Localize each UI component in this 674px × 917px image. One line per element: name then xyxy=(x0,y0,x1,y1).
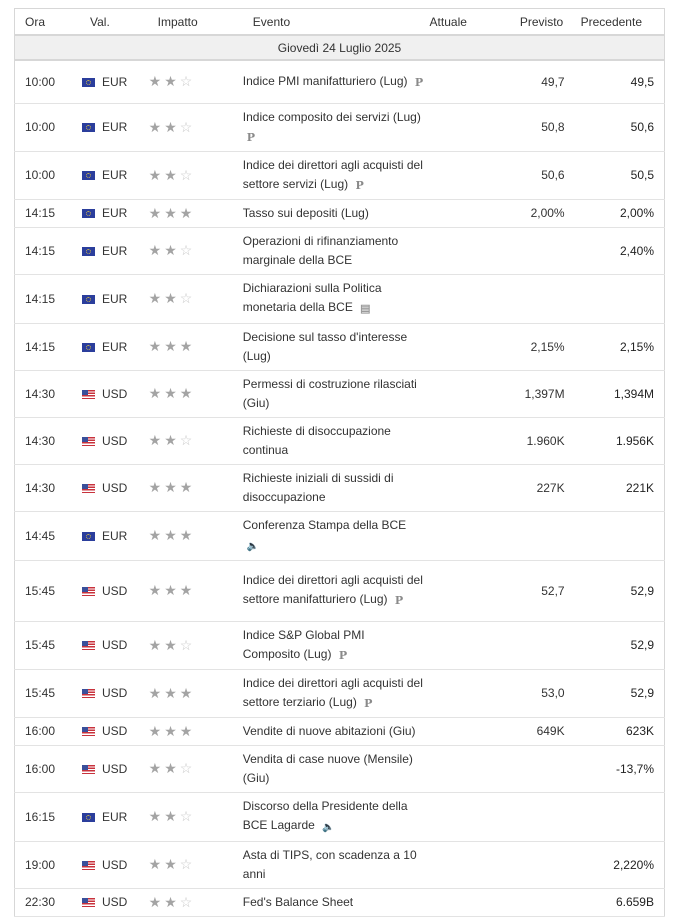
star-filled-icon: ★ xyxy=(164,684,180,701)
currency-code: USD xyxy=(102,761,128,776)
currency-cell xyxy=(80,370,148,417)
impact-stars xyxy=(148,103,243,151)
forecast-value: 649K xyxy=(499,717,575,745)
event-cell xyxy=(243,560,425,621)
event-name[interactable]: Richieste di disoccupazione continua xyxy=(242,423,391,457)
currency-code: EUR xyxy=(102,206,128,220)
currency-code: USD xyxy=(102,433,128,448)
forecast-value xyxy=(499,841,575,888)
event-name[interactable]: Indice dei direttori agli acquisti del settore servizi (Lug) xyxy=(242,157,423,191)
actual-value xyxy=(425,717,499,745)
star-filled-icon: ★ xyxy=(148,338,165,354)
currency-cell xyxy=(80,151,148,199)
currency-code: USD xyxy=(102,386,128,401)
event-cell xyxy=(243,621,425,669)
star-filled-icon: ★ xyxy=(164,527,180,543)
currency-cell xyxy=(80,274,148,323)
impact-stars xyxy=(148,888,243,916)
star-filled-icon: ★ xyxy=(148,290,165,306)
forecast-value: 2,00% xyxy=(499,199,575,227)
star-empty-icon: ☆ xyxy=(179,432,196,448)
actual-value xyxy=(425,464,499,511)
event-time: 14:30 xyxy=(15,417,81,464)
star-filled-icon: ★ xyxy=(148,479,165,495)
previous-value: 1.956K xyxy=(575,417,665,464)
event-cell xyxy=(243,417,425,464)
star-empty-icon: ☆ xyxy=(179,893,196,910)
us-flag-icon xyxy=(82,587,95,596)
star-filled-icon: ★ xyxy=(148,204,165,221)
currency-cell xyxy=(80,417,148,464)
previous-value xyxy=(575,792,665,841)
currency-cell xyxy=(80,621,148,669)
event-time: 14:30 xyxy=(15,370,81,417)
table-row[interactable] xyxy=(15,560,665,621)
eu-flag-icon xyxy=(82,123,95,132)
header-evento: Evento xyxy=(243,9,425,36)
actual-value xyxy=(425,560,499,621)
us-flag-icon xyxy=(82,765,95,774)
actual-value xyxy=(425,199,499,227)
impact-stars xyxy=(148,792,243,841)
currency-code: EUR xyxy=(102,243,128,258)
forecast-value: 50,8 xyxy=(499,103,575,151)
forecast-value xyxy=(499,621,575,669)
star-empty-icon: ☆ xyxy=(179,242,196,258)
previous-value: -13,7% xyxy=(575,745,665,792)
actual-value xyxy=(425,60,499,103)
header-precedente: Precedente xyxy=(575,9,665,36)
header-previsto: Previsto xyxy=(499,9,575,36)
currency-cell xyxy=(80,464,148,511)
forecast-value: 2,15% xyxy=(499,323,575,370)
event-name[interactable]: Indice S&P Global PMI Composito (Lug) xyxy=(242,627,365,661)
speaker-icon: 🔈 xyxy=(322,821,335,833)
star-filled-icon: ★ xyxy=(148,808,165,824)
star-empty-icon: ☆ xyxy=(179,636,196,653)
currency-code: EUR xyxy=(102,74,128,89)
currency-code: USD xyxy=(102,857,128,872)
star-filled-icon: ★ xyxy=(164,636,180,653)
star-filled-icon: ★ xyxy=(148,432,165,448)
star-empty-icon: ☆ xyxy=(179,118,196,135)
eu-flag-icon xyxy=(82,171,95,180)
currency-code: USD xyxy=(102,638,128,652)
event-time: 14:45 xyxy=(15,511,81,560)
previous-value: 623K xyxy=(575,717,665,745)
eu-flag-icon xyxy=(82,209,95,218)
forecast-value: 227K xyxy=(499,464,575,511)
event-name[interactable]: Operazioni di rifinanziamento marginale della BCE xyxy=(242,233,399,267)
impact-stars xyxy=(148,151,243,199)
event-cell xyxy=(243,370,425,417)
us-flag-icon xyxy=(82,689,95,698)
table-row[interactable] xyxy=(15,417,665,464)
star-filled-icon: ★ xyxy=(164,204,180,221)
star-filled-icon: ★ xyxy=(148,118,165,135)
currency-cell xyxy=(80,888,148,916)
table-row[interactable] xyxy=(15,274,665,323)
star-filled-icon: ★ xyxy=(179,684,196,701)
speaker-icon: 🔈 xyxy=(246,540,260,552)
currency-cell xyxy=(80,669,148,717)
header-ora: Ora xyxy=(15,9,81,36)
event-cell xyxy=(243,227,425,274)
star-filled-icon: ★ xyxy=(164,856,180,872)
impact-stars xyxy=(148,60,243,103)
us-flag-icon xyxy=(82,641,95,650)
currency-cell xyxy=(80,717,148,745)
star-empty-icon: ☆ xyxy=(179,73,196,90)
event-time: 15:45 xyxy=(15,621,81,669)
eu-flag-icon xyxy=(82,247,95,256)
previous-value: 221K xyxy=(575,464,665,511)
table-row[interactable] xyxy=(15,103,665,151)
event-cell xyxy=(243,151,425,199)
forecast-value xyxy=(499,227,575,274)
currency-code: EUR xyxy=(102,339,128,354)
table-row[interactable] xyxy=(15,60,665,103)
forecast-value xyxy=(499,888,575,916)
star-empty-icon: ☆ xyxy=(179,760,196,776)
currency-cell xyxy=(80,560,148,621)
actual-value xyxy=(425,274,499,323)
currency-code: EUR xyxy=(102,120,128,134)
star-filled-icon: ★ xyxy=(179,527,196,543)
currency-code: USD xyxy=(102,686,128,700)
preliminary-icon: P xyxy=(394,594,404,607)
currency-cell xyxy=(80,323,148,370)
forecast-value xyxy=(499,274,575,323)
event-cell xyxy=(243,717,425,745)
event-cell xyxy=(243,792,425,841)
forecast-value: 1.960K xyxy=(499,417,575,464)
us-flag-icon xyxy=(82,727,95,736)
event-name[interactable]: Richieste iniziali di sussidi di disoccupazione xyxy=(242,470,394,504)
event-time: 22:30 xyxy=(15,888,81,916)
impact-stars xyxy=(148,199,243,227)
event-name[interactable]: Vendita di case nuove (Mensile) (Giu) xyxy=(242,751,413,785)
previous-value: 2,40% xyxy=(575,227,665,274)
star-filled-icon: ★ xyxy=(148,684,165,701)
currency-code: USD xyxy=(102,724,128,738)
star-filled-icon: ★ xyxy=(148,582,165,598)
document-icon: ▤ xyxy=(360,302,371,315)
forecast-value xyxy=(499,511,575,560)
event-cell xyxy=(243,669,425,717)
actual-value xyxy=(425,417,499,464)
event-name[interactable]: Tasso sui depositi (Lug) xyxy=(242,205,369,220)
star-filled-icon: ★ xyxy=(148,242,165,258)
star-filled-icon: ★ xyxy=(164,893,180,910)
actual-value xyxy=(425,841,499,888)
star-filled-icon: ★ xyxy=(148,166,165,183)
previous-value xyxy=(575,274,665,323)
event-name[interactable]: Asta di TIPS, con scadenza a 10 anni xyxy=(242,847,417,881)
event-name[interactable]: Dichiarazioni sulla Politica monetaria della BCE xyxy=(242,280,382,314)
currency-code: USD xyxy=(102,480,128,495)
forecast-value xyxy=(499,792,575,841)
previous-value: 52,9 xyxy=(575,560,665,621)
star-filled-icon: ★ xyxy=(164,760,180,776)
impact-stars xyxy=(148,323,243,370)
event-name[interactable]: Permessi di costruzione rilasciati (Giu) xyxy=(242,376,417,410)
forecast-value xyxy=(499,745,575,792)
star-filled-icon: ★ xyxy=(148,893,165,910)
event-cell xyxy=(243,199,425,227)
forecast-value: 1,397M xyxy=(499,370,575,417)
actual-value xyxy=(425,621,499,669)
star-filled-icon: ★ xyxy=(164,73,180,90)
star-filled-icon: ★ xyxy=(148,385,165,401)
currency-code: USD xyxy=(102,895,128,909)
eu-flag-icon xyxy=(82,532,95,541)
event-time: 16:00 xyxy=(15,745,81,792)
actual-value xyxy=(425,669,499,717)
star-filled-icon: ★ xyxy=(179,582,196,598)
previous-value: 52,9 xyxy=(575,621,665,669)
preliminary-icon: P xyxy=(355,178,364,192)
previous-value: 52,9 xyxy=(575,669,665,717)
event-name[interactable]: Decisione sul tasso d'interesse (Lug) xyxy=(242,329,408,363)
table-row[interactable] xyxy=(15,745,665,792)
event-time: 10:00 xyxy=(15,103,81,151)
previous-value: 1,394M xyxy=(575,370,665,417)
table-row[interactable] xyxy=(15,323,665,370)
currency-code: EUR xyxy=(102,528,128,543)
star-filled-icon: ★ xyxy=(148,722,165,739)
currency-cell xyxy=(80,60,148,103)
currency-cell xyxy=(80,227,148,274)
table-row[interactable] xyxy=(15,717,665,745)
star-filled-icon: ★ xyxy=(148,73,165,90)
impact-stars xyxy=(148,464,243,511)
actual-value xyxy=(425,370,499,417)
previous-value: 6.659B xyxy=(575,888,665,916)
event-time: 10:00 xyxy=(15,151,81,199)
event-name[interactable]: Indice PMI manifatturiero (Lug) xyxy=(242,73,408,88)
table-row[interactable] xyxy=(15,464,665,511)
event-time: 14:15 xyxy=(15,227,81,274)
event-name[interactable]: Indice composito dei servizi (Lug) xyxy=(242,109,421,124)
currency-code: USD xyxy=(102,583,128,598)
event-cell xyxy=(243,511,425,560)
currency-cell xyxy=(80,199,148,227)
eu-flag-icon xyxy=(82,343,95,352)
currency-cell xyxy=(80,841,148,888)
impact-stars xyxy=(148,417,243,464)
event-cell xyxy=(243,888,425,916)
star-filled-icon: ★ xyxy=(164,479,180,495)
currency-code: EUR xyxy=(102,168,128,182)
actual-value xyxy=(425,103,499,151)
event-time: 15:45 xyxy=(15,560,81,621)
actual-value xyxy=(425,151,499,199)
event-time: 10:00 xyxy=(15,60,81,103)
star-filled-icon: ★ xyxy=(164,582,180,598)
forecast-value: 52,7 xyxy=(499,560,575,621)
table-row[interactable] xyxy=(15,151,665,199)
impact-stars xyxy=(148,669,243,717)
event-cell xyxy=(243,274,425,323)
star-filled-icon: ★ xyxy=(148,856,165,872)
previous-value: 2,00% xyxy=(575,199,665,227)
impact-stars xyxy=(148,745,243,792)
star-filled-icon: ★ xyxy=(164,290,180,306)
header-impatto: Impatto xyxy=(148,9,243,36)
header-val: Val. xyxy=(80,9,148,36)
event-cell xyxy=(243,323,425,370)
event-time: 14:15 xyxy=(15,199,81,227)
table-row[interactable] xyxy=(15,199,665,227)
header-attuale: Attuale xyxy=(425,9,499,36)
currency-cell xyxy=(80,792,148,841)
calendar-table xyxy=(14,8,665,917)
star-filled-icon: ★ xyxy=(164,808,180,824)
day-row xyxy=(15,35,665,60)
event-time: 15:45 xyxy=(15,669,81,717)
event-cell xyxy=(243,745,425,792)
currency-cell xyxy=(80,745,148,792)
currency-cell xyxy=(80,511,148,560)
event-name[interactable]: Fed's Balance Sheet xyxy=(242,894,354,909)
us-flag-icon xyxy=(82,861,95,870)
currency-code: EUR xyxy=(102,291,128,306)
forecast-value: 49,7 xyxy=(499,60,575,103)
previous-value: 2,15% xyxy=(575,323,665,370)
actual-value xyxy=(425,227,499,274)
star-filled-icon: ★ xyxy=(179,722,196,739)
event-time: 19:00 xyxy=(15,841,81,888)
actual-value xyxy=(425,888,499,916)
impact-stars xyxy=(148,370,243,417)
star-empty-icon: ☆ xyxy=(179,290,196,306)
header-row xyxy=(15,9,665,36)
economic-calendar xyxy=(14,8,665,917)
impact-stars xyxy=(148,274,243,323)
table-row[interactable] xyxy=(15,227,665,274)
day-label: Giovedì 24 Luglio 2025 xyxy=(15,35,665,60)
eu-flag-icon xyxy=(82,78,95,87)
impact-stars xyxy=(148,227,243,274)
us-flag-icon xyxy=(82,898,95,907)
event-time: 14:15 xyxy=(15,323,81,370)
event-cell xyxy=(243,103,425,151)
event-cell xyxy=(243,464,425,511)
star-filled-icon: ★ xyxy=(164,432,180,448)
impact-stars xyxy=(148,560,243,621)
star-filled-icon: ★ xyxy=(164,338,180,354)
star-filled-icon: ★ xyxy=(164,118,180,135)
currency-code: EUR xyxy=(102,809,128,824)
previous-value: 49,5 xyxy=(575,60,665,103)
event-time: 14:15 xyxy=(15,274,81,323)
us-flag-icon xyxy=(82,390,95,399)
star-filled-icon: ★ xyxy=(179,338,196,354)
impact-stars xyxy=(148,621,243,669)
star-filled-icon: ★ xyxy=(164,385,180,401)
impact-stars xyxy=(148,717,243,745)
event-name[interactable]: Vendite di nuove abitazioni (Giu) xyxy=(242,723,416,738)
forecast-value: 53,0 xyxy=(499,669,575,717)
star-filled-icon: ★ xyxy=(179,385,196,401)
us-flag-icon xyxy=(82,437,95,446)
star-filled-icon: ★ xyxy=(164,166,180,183)
table-row[interactable] xyxy=(15,511,665,560)
eu-flag-icon xyxy=(82,295,95,304)
event-name[interactable]: Discorso della Presidente della BCE Lagarde xyxy=(242,798,408,832)
star-filled-icon: ★ xyxy=(148,527,165,543)
eu-flag-icon xyxy=(82,813,95,822)
event-cell xyxy=(243,841,425,888)
impact-stars xyxy=(148,841,243,888)
table-row[interactable] xyxy=(15,841,665,888)
event-name[interactable]: Indice dei direttori agli acquisti del settore manifatturiero (Lug) xyxy=(242,573,423,606)
currency-cell xyxy=(80,103,148,151)
previous-value xyxy=(575,511,665,560)
star-filled-icon: ★ xyxy=(179,204,196,221)
previous-value: 2,220% xyxy=(575,841,665,888)
star-empty-icon: ☆ xyxy=(179,856,196,872)
preliminary-icon: P xyxy=(246,130,256,144)
preliminary-icon: P xyxy=(364,696,373,710)
event-cell xyxy=(243,60,425,103)
forecast-value: 50,6 xyxy=(499,151,575,199)
actual-value xyxy=(425,792,499,841)
event-time: 16:00 xyxy=(15,717,81,745)
table-row[interactable] xyxy=(15,669,665,717)
previous-value: 50,5 xyxy=(575,151,665,199)
star-filled-icon: ★ xyxy=(164,242,180,258)
us-flag-icon xyxy=(82,484,95,493)
table-row[interactable] xyxy=(15,888,665,916)
preliminary-icon: P xyxy=(338,648,348,662)
star-empty-icon: ☆ xyxy=(179,808,196,824)
table-row[interactable] xyxy=(15,370,665,417)
preliminary-icon: P xyxy=(414,75,424,89)
star-filled-icon: ★ xyxy=(164,722,180,739)
event-name[interactable]: Indice dei direttori agli acquisti del settore terziario (Lug) xyxy=(242,675,423,709)
actual-value xyxy=(425,323,499,370)
table-row[interactable] xyxy=(15,621,665,669)
table-row[interactable] xyxy=(15,792,665,841)
star-filled-icon: ★ xyxy=(148,636,165,653)
event-name[interactable]: Conferenza Stampa della BCE xyxy=(242,517,407,532)
star-filled-icon: ★ xyxy=(179,479,196,495)
event-time: 16:15 xyxy=(15,792,81,841)
star-filled-icon: ★ xyxy=(148,760,165,776)
previous-value: 50,6 xyxy=(575,103,665,151)
impact-stars xyxy=(148,511,243,560)
star-empty-icon: ☆ xyxy=(179,166,196,183)
event-time: 14:30 xyxy=(15,464,81,511)
actual-value xyxy=(425,511,499,560)
actual-value xyxy=(425,745,499,792)
